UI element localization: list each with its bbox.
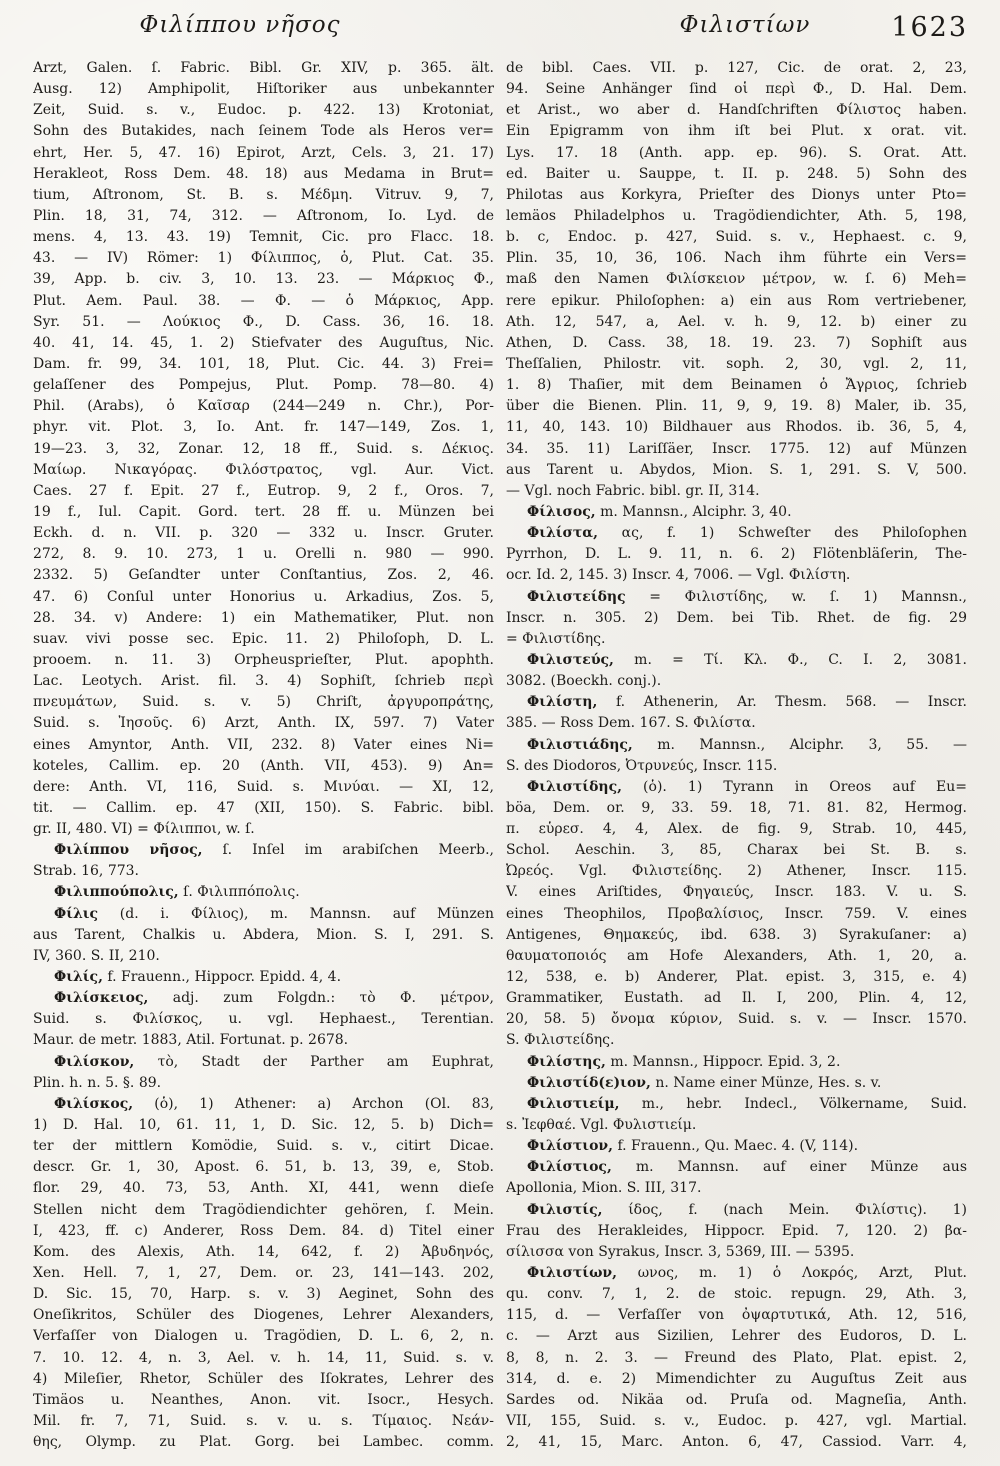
text-line: Eckh. d. n. VII. p. 320 — 332 u. Inscr. Gruter. [33, 525, 494, 542]
text-line: 4) Mileſier, Rhetor, Schüler des Iſokrates, Lehrer des [33, 1370, 494, 1387]
text-line: Plin. 35, 10, 36, 106. Nach ihm führte ein Vers= [506, 250, 967, 267]
text-line: VII, 155, Suid. s. v., Eudoc. p. 427, vgl. Martial. [506, 1413, 967, 1429]
text-line: Lac. Leotych. Arist. fil. 3. 4) Sophiſt, ſchrieb περὶ [33, 673, 494, 690]
entry-headword: Φιλίς, [54, 969, 103, 986]
text-line: s. Ἰεφθαέ. Vgl. Φυλιστιείμ. [506, 1117, 697, 1134]
text-line: Φιλιστίς, ίδος, f. (nach Mein. Φιλίστις). 1) [527, 1201, 967, 1218]
text-line: Φιλίς, f. Frauenn., Hippocr. Epidd. 4, 4. [54, 969, 342, 986]
text-line: Sardes od. Nikäa od. Pruſa od. Magneſia, Anth. [506, 1391, 967, 1408]
entry-headword: Φιλίσκειος, [54, 990, 149, 1007]
entry-headword: Φιλιστίων, [527, 1265, 617, 1282]
text-line: maß den Namen Φιλίσκειον μέτρον, w. ſ. 6) Meh= [506, 271, 967, 288]
text-line: Plut. Aem. Paul. 38. — Φ. — ὁ Μάρκιος, App. [33, 292, 494, 309]
entry-headword: Φιλίστης, [527, 1053, 606, 1070]
text-line: Phil. (Arabs), ὁ Καῖσαρ (244—249 n. Chr.), Por- [33, 398, 494, 415]
text-line: 94. Seine Anhänger ſind οἱ περὶ Φ., D. Hal. Dem. [506, 81, 967, 98]
text-line: c. — Arzt aus Sizilien, Lehrer des Eudoros, D. L. [506, 1328, 967, 1345]
text-line: = Φιλιστίδης. [506, 630, 606, 647]
entry-headword: Φιλίστη, [527, 694, 598, 711]
text-line: koteles, Callim. ep. 20 (Anth. VII, 453). 9) An= [33, 757, 494, 774]
text-line: Φιλιστείδης = Φιλιστίδης, w. ſ. 1) Mannsn., [527, 588, 967, 605]
text-line: Suid. s. Φιλίσκος, u. vgl. Hephaest., Terentian. [33, 1011, 494, 1028]
text-line: Φιλίστα, ας, f. 1) Schweſter des Philoſophen [527, 525, 967, 542]
text-line: 7. 10. 12. 4, n. 3, Ael. v. h. 14, 11, Suid. s. v. [33, 1349, 494, 1366]
text-line: prooem. n. 11. 3) Orpheusprieſter, Plut. apophth. [33, 651, 494, 668]
text-line: 314, d. e. 2) Mimendichter zu Auguſtus Zeit aus [506, 1370, 967, 1387]
entry-headword: Φιλίστιος, [527, 1159, 612, 1176]
text-line: Pyrrhon, D. L. 9. 11, n. 6. 2) Flötenbläſerin, The- [506, 546, 967, 563]
text-line: qu. conv. 7, 1, 2. de stoic. repugn. 29, Ath. 3, [506, 1286, 967, 1303]
text-line: Φιλίστη, f. Athenerin, Ar. Thesm. 568. — Inscr. [527, 694, 967, 711]
page-number: 1623 [891, 12, 968, 43]
text-line: 115, d. — Verfaſſer von ὀψαρτυτικά, Ath. 12, 516, [506, 1307, 967, 1324]
text-line: IV, 360. S. II, 210. [33, 947, 160, 964]
right-column [506, 58, 967, 1453]
text-line: dere: Anth. VI, 116, Suid. s. Μινύαι. — XI, 12, [33, 778, 494, 795]
text-line: rere epikur. Philoſophen: a) ein aus Rom vertriebener, [506, 292, 967, 309]
text-line: tium, Aſtronom, St. B. s. Μέδμη. Vitruv. 9, 7, [33, 186, 494, 203]
text-line: Ὠρεός. Vgl. Φιλιστείδης. 2) Athener, Inscr. 115. [506, 863, 967, 880]
entry-headword: Φιλιστίδης, [527, 778, 622, 795]
text-line: Φιλιστιάδης, m. Mannsn., Alciphr. 3, 55. — [527, 736, 967, 753]
text-line: π. εὑρεσ. 4, 4, Alex. de fig. 9, Strab. 10, 445, [506, 821, 967, 838]
text-line: suav. vivi posse sec. Epic. 11. 2) Philoſoph, D. L. [33, 630, 494, 647]
text-line: lemäos Philadelphos u. Tragödiendichter, Ath. 5, 198, [506, 207, 967, 224]
running-header-right: Φιλιστίων [679, 12, 811, 38]
text-line: Schol. Aeschin. 3, 85, Charax bei St. B. s. [506, 842, 967, 859]
text-line: Herakleot, Ross Dem. 48. 18) aus Medama in Brut= [33, 165, 494, 182]
text-line: 40. 41, 14. 45, 1. 2) Stiefvater des Auguſtus, Nic. [33, 334, 494, 351]
text-line: eines Amyntor, Anth. VII, 232. 8) Vater eines Ni= [33, 736, 494, 753]
text-line: aus Tarent, Chalkis u. Abdera, Mion. S. I, 291. S. [33, 926, 494, 943]
text-line: Φιλιστίων, ωνος, m. 1) ὁ Λοκρός, Arzt, Plut. [527, 1265, 967, 1282]
entry-headword: Φιλίστα, [527, 525, 598, 542]
entry-headword: Φιλιστίδ(ε)ιον, [527, 1074, 651, 1091]
text-line: Φιλιστίδ(ε)ιον, n. Name einer Münze, Hes. s. v. [527, 1074, 882, 1091]
text-line: S. Φιλιστείδης. [506, 1032, 615, 1049]
text-line: Φιλίσκον, τὸ, Stadt der Parther am Euphrat, [54, 1053, 494, 1070]
text-line: 8, 8, n. 2. 3. — Freund des Plato, Plat. epist. 2, [506, 1349, 967, 1366]
text-line: phyr. vit. Plot. 3, Io. Ant. fr. 147—149, Zos. 1, [33, 419, 494, 436]
text-line: Φιλίσκειος, adj. zum Folgdn.: τὸ Φ. μέτρον, [54, 990, 494, 1007]
text-line: Timäos u. Neanthes, Anon. vit. Isocr., Hesych. [33, 1391, 494, 1408]
text-line: Athen, D. Cass. 38, 18. 19. 23. 7) Sophiſt aus [506, 334, 967, 351]
text-line: 19—23. 3, 32, Zonar. 12, 18 ff., Suid. s. Δέκιος. [33, 440, 494, 457]
entry-headword: Φίλισος, [527, 503, 596, 520]
text-line: Sohn des Butakides, nach ſeinem Tode als Heros ver= [33, 123, 494, 140]
running-header-left: Φιλίππου νῆσος [139, 12, 341, 38]
entry-headword: Φιλιστιάδης, [527, 736, 633, 753]
text-line: 12, 538, e. b) Anderer, Plat. epist. 3, 315, e. 4) [506, 969, 967, 986]
text-line: σίλισσα von Syrakus, Inscr. 3, 5369, III. — 5395. [506, 1243, 855, 1260]
text-line: tit. — Callim. ep. 47 (XII, 150). S. Fabric. bibl. [33, 799, 494, 816]
entry-headword: Φιλιστείδης [527, 588, 626, 605]
text-line: Ausg. 12) Amphipolit, Hiſtoriker aus unbekannter [33, 81, 494, 98]
text-line: Dam. fr. 99, 34. 101, 18, Plut. Cic. 44. 3) Frei= [33, 355, 494, 372]
text-line: Xen. Hell. 7, 1, 27, Dem. or. 23, 141—143. 202, [33, 1265, 494, 1282]
text-line: Φιλίστης, m. Mannsn., Hippocr. Epid. 3, 2. [527, 1053, 841, 1070]
text-line: I, 423, ff. c) Anderer, Ross Dem. 84. d) Titel einer [33, 1222, 494, 1239]
text-line: Φιλιστεύς, m. = Τί. Κλ. Φ., C. I. 2, 3081. [527, 651, 967, 668]
text-line: Apollonia, Mion. S. III, 317. [506, 1180, 702, 1197]
text-line: Plin. 18, 31, 74, 312. — Aſtronom, Io. Lyd. de [33, 207, 494, 224]
text-line: ed. Baiter u. Sauppe, t. II. p. 248. 5) Sohn des [506, 165, 967, 182]
text-line: Lys. 17. 18 (Anth. app. ep. 96). S. Orat. Att. [506, 144, 967, 161]
text-line: V. eines Ariſtides, Φηγαιεύς, Inscr. 183. V. u. S. [506, 884, 967, 901]
text-line: aus Tarent u. Abydos, Mion. S. 1, 291. S. V, 500. [506, 461, 967, 478]
text-line: Grammatiker, Eustath. ad Il. I, 200, Plin. 4, 12, [506, 990, 967, 1007]
left-column [33, 58, 494, 1453]
text-line: Maur. de metr. 1883, Atil. Fortunat. p. 2678. [33, 1032, 349, 1049]
text-line: Inscr. n. 305. 2) Dem. bei Tib. Rhet. de fig. 29 [506, 609, 967, 626]
text-line: Zeit, Suid. s. v., Eudoc. p. 422. 13) Krotoniat, [33, 102, 494, 119]
entry-headword: Φιλίστιον, [527, 1138, 614, 1155]
text-line: de bibl. Caes. VII. p. 127, Cic. de orat. 2, 23, [506, 60, 967, 76]
text-line: 28. 34. v) Andere: 1) ein Mathematiker, Plut. non [33, 609, 494, 626]
text-line: 1. 8) Thaſier, mit dem Beinamen ὁ Ἄγριος, ſchrieb [506, 377, 967, 394]
text-line: eines Theophilos, Προβαλίσιος, Inscr. 759. V. eines [506, 905, 967, 922]
text-line: Μαίωρ. Νικαγόρας. Φιλόστρατος, vgl. Aur. Vict. [33, 461, 494, 478]
entry-headword: Φιλίππου νῆσος, [54, 842, 203, 859]
text-line: Caes. 27 f. Epit. 27 f., Eutrop. 9, 2 f., Oros. 7, [33, 482, 494, 499]
text-line: descr. Gr. 1, 30, Apost. 6. 51, b. 13, 39, e, Stob. [33, 1159, 494, 1176]
text-line: Plin. h. n. 5. §. 89. [33, 1074, 162, 1091]
entry-headword: Φίλις [54, 905, 99, 922]
text-line: Kom. des Alexis, Ath. 14, 642, f. 2) Ἀβυδηνός, [33, 1243, 494, 1260]
text-line: πνευμάτων, Suid. s. v. 5) Chriſt, ἀργυροπράτης, [33, 694, 494, 711]
text-line: b. c, Endoc. p. 427, Suid. s. v., Hephaest. c. 9, [506, 229, 967, 246]
text-line: Strab. 16, 773. [33, 863, 140, 880]
text-line: Φιλιστίδης, (ὁ). 1) Tyrann in Oreos auf Eu= [527, 778, 967, 795]
text-line: ehrt, Her. 5, 47. 16) Epirot, Arzt, Cels. 3, 21. 17) [33, 144, 494, 161]
text-line: Stellen nicht dem Tragödiendichter gehören, ſ. Mein. [33, 1201, 494, 1218]
text-line: et Arist., wo aber d. Handſchriften Φίλιστος haben. [506, 102, 967, 119]
entry-headword: Φιλιστίς, [527, 1201, 603, 1218]
text-line: S. des Diodoros, Ὀτρυνεύς, Inscr. 115. [506, 757, 778, 774]
text-line: böa, Dem. or. 9, 33. 59. 18, 71. 81. 82, Hermog. [506, 799, 967, 816]
text-line: Φιλίππου νῆσος, ſ. Inſel im arabiſchen Meerb., [54, 842, 494, 859]
text-line: ocr. Id. 2, 145. 3) Inscr. 4, 7006. — Vgl. Φιλίστη. [506, 567, 851, 584]
text-line: ter der mittlern Komödie, Suid. s. v., citirt Dicae. [33, 1138, 494, 1155]
text-line: gr. II, 480. VI) = Φίλιπποι, w. ſ. [33, 821, 255, 838]
text-line: 47. 6) Conſul unter Honorius u. Arkadius, Zos. 5, [33, 588, 494, 605]
text-line: 20, 58. 5) ὄνομα κύριον, Suid. s. v. — Inscr. 1570. [506, 1011, 967, 1028]
text-line: D. Sic. 15, 70, Harp. s. v. 3) Aeginet, Sohn des [33, 1286, 494, 1303]
text-line: Φιλιστιείμ, m., hebr. Indecl., Völkername, Suid. [527, 1095, 967, 1112]
text-line: θης, Olymp. zu Plat. Gorg. bei Lambec. comm. [33, 1434, 494, 1451]
text-line: Arzt, Galen. ſ. Fabric. Bibl. Gr. XIV, p. 365. ält. [33, 60, 494, 76]
text-line: gelaſſener des Pompejus, Plut. Pomp. 78—80. 4) [33, 377, 494, 394]
text-line: Philotas aus Korkyra, Prieſter des Dionys unter Pto= [506, 186, 967, 203]
text-line: θαυματοποιός am Hofe Alexanders, Ath. 1, 20, a. [506, 947, 967, 964]
text-line: 43. — IV) Römer: 1) Φίλιππος, ὁ, Plut. Cat. 35. [33, 250, 494, 267]
text-line: flor. 29, 40. 73, 53, Anth. XI, 441, wenn dieſe [33, 1180, 494, 1197]
text-line: 34. 35. 11) Lariſſäer, Inscr. 1775. 12) auf Münzen [506, 440, 967, 457]
text-line: Theſſalien, Philostr. vit. soph. 2, 30, vgl. 2, 11, [506, 355, 967, 372]
text-line: — Vgl. noch Fabric. bibl. gr. II, 314. [506, 482, 760, 499]
entry-headword: Φιλιστεύς, [527, 651, 614, 668]
text-line: Ein Epigramm von ihm iſt bei Plut. x orat. vit. [506, 123, 967, 140]
entry-headword: Φιλιππούπολις, [54, 884, 179, 901]
text-line: Φιλιππούπολις, ſ. Φιλιππόπολις. [54, 884, 300, 901]
entry-headword: Φιλίσκος, [54, 1095, 134, 1112]
text-line: 2, 41, 15, Marc. Anton. 6, 47, Cassiod. Varr. 4, [506, 1434, 967, 1451]
text-line: Syr. 51. — Λούκιος Φ., D. Cass. 36, 16. 18. [33, 313, 494, 330]
text-line: 39, App. b. civ. 3, 10. 13. 23. — Μάρκιος Φ., [33, 271, 494, 288]
text-line: Φιλίστιος, m. Mannsn. auf einer Münze aus [527, 1159, 967, 1176]
text-line: 1) D. Hal. 10, 61. 11, 1, D. Sic. 12, 5. b) Dich= [33, 1117, 494, 1134]
text-line: Φίλις (d. i. Φίλιος), m. Mannsn. auf Münzen [54, 905, 494, 922]
text-line: 2332. 5) Geſandter unter Conſtantius, Zos. 2, 46. [33, 567, 494, 584]
text-line: Mil. fr. 7, 71, Suid. s. v. u. s. Τίμαιος. Νεάν- [33, 1413, 494, 1429]
text-line: 19 f., Iul. Capit. Gord. tert. 28 ff. u. Münzen bei [33, 503, 494, 520]
text-line: Ath. 12, 547, a, Ael. v. h. 9, 12. b) einer zu [506, 313, 967, 330]
text-line: 11, 40, 143. 10) Bildhauer aus Rhodos. ib. 36, 5, 4, [506, 419, 967, 436]
entry-headword: Φιλίσκον, [54, 1053, 135, 1070]
text-line: Oneſikritos, Schüler des Diogenes, Lehrer Alexanders, [33, 1307, 494, 1324]
text-line: über die Bienen. Plin. 11, 9, 9, 19. 8) Maler, ib. 35, [506, 398, 967, 415]
text-line: Antigenes, Θημακεύς, ibd. 638. 3) Syrakuſaner: a) [506, 926, 967, 943]
text-line: Suid. s. Ἰησοῦς. 6) Arzt, Anth. IX, 597. 7) Vater [33, 715, 494, 732]
text-line: 385. — Ross Dem. 167. S. Φιλίστα. [506, 715, 756, 732]
text-line: mens. 4, 13. 43. 19) Temnit, Cic. pro Flacc. 18. [33, 229, 494, 246]
text-line: Φίλισος, m. Mannsn., Alciphr. 3, 40. [527, 503, 792, 520]
text-line: Φιλίσκος, (ὁ), 1) Athener: a) Archon (Ol. 83, [54, 1095, 494, 1112]
text-line: Frau des Herakleides, Hippocr. Epid. 7, 120. 2) βα- [506, 1222, 967, 1239]
text-line: Φιλίστιον, f. Frauenn., Qu. Maec. 4. (V, 114). [527, 1138, 859, 1155]
text-line: Verfaſſer von Dialogen u. Tragödien, D. L. 6, 2, n. [33, 1328, 494, 1345]
text-line: 3082. (Boeckh. conj.). [506, 673, 662, 690]
entry-headword: Φιλιστιείμ, [527, 1095, 620, 1112]
text-line: 272, 8. 9. 10. 273, 1 u. Orelli n. 980 — 990. [33, 546, 494, 563]
